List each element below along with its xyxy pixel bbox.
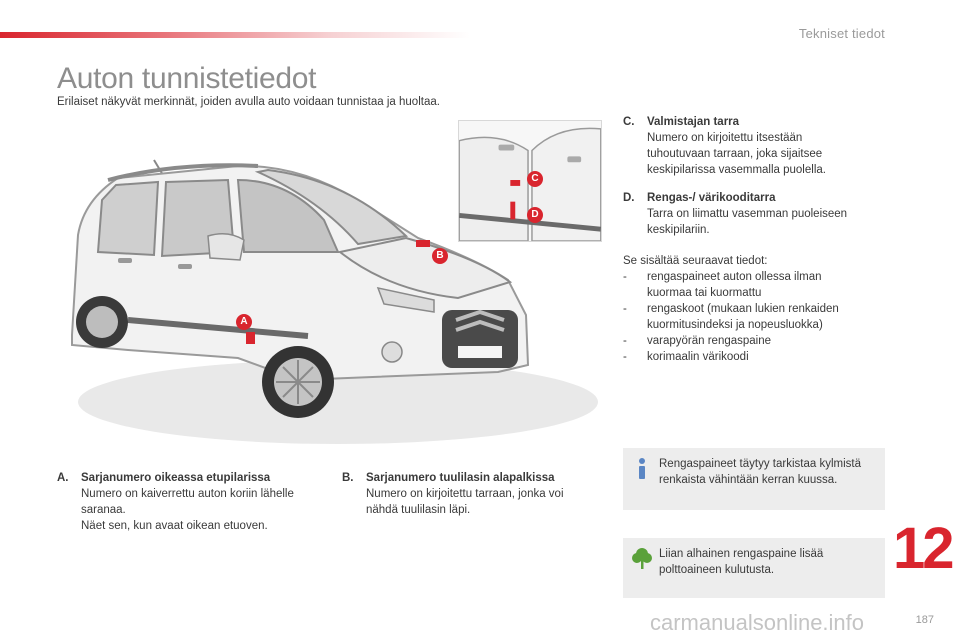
page-number: 187: [915, 614, 934, 626]
watermark: carmanualsonline.info: [650, 610, 865, 635]
leaf-icon: [631, 546, 653, 570]
marker-b: [416, 240, 430, 247]
item-a-body-line: Näet sen, kun avaat oikean etuoven.: [81, 520, 268, 532]
item-c-body-line: keskipilarissa vasemmalla puolella.: [647, 164, 826, 176]
item-a-body-line: saranaa.: [81, 504, 126, 516]
item-d-heading: Rengas-/ värikooditarra: [647, 192, 776, 204]
info-list: [623, 269, 883, 365]
item-c-body-line: Numero on kirjoitettu itsestään: [647, 132, 803, 144]
list-item: - rengaskoot (mukaan lukien renkaiden kuormitusindeksi ja nopeusluokka): [623, 303, 839, 331]
tire-pressure-note: [623, 448, 885, 510]
marker-a: [246, 332, 255, 344]
item-d-body-line: keskipilariin.: [647, 224, 710, 236]
item-a-letter: A.: [57, 472, 69, 484]
fuel-consumption-note: [623, 538, 885, 598]
note-line: renkaista vähintään kerran kuussa.: [659, 474, 838, 486]
callout-a-badge: A: [236, 314, 252, 330]
callout-c-badge: C: [527, 171, 543, 187]
item-b-body-line: Numero on kirjoitettu tarraan, jonka voi: [366, 488, 564, 500]
item-d: [623, 190, 883, 238]
chapter-number: 12: [893, 516, 952, 581]
item-a-body-line: Numero on kaiverrettu auton koriin lähelle: [81, 488, 294, 500]
item-b: [342, 470, 592, 518]
item-b-body-line: nähdä tuulilasin läpi.: [366, 504, 471, 516]
info-icon: [631, 456, 653, 480]
callout-b-badge: B: [432, 248, 448, 264]
item-c: [623, 114, 883, 178]
list-item: - varapyörän rengaspaine: [623, 335, 772, 347]
item-d-body-line: Tarra on liimattu vasemman puoleiseen: [647, 208, 848, 220]
section-title: Tekniset tiedot: [798, 26, 885, 41]
item-b-letter: B.: [342, 472, 354, 484]
item-c-letter: C.: [623, 116, 635, 128]
marker-d: [510, 202, 515, 220]
item-a: [57, 470, 327, 534]
note-line: Rengaspaineet täytyy tarkistaa kylmistä: [659, 458, 861, 470]
note-line: polttoaineen kulutusta.: [659, 564, 775, 576]
note-line: Liian alhainen rengaspaine lisää: [659, 548, 824, 560]
page-intro: Erilaiset näkyvät merkinnät, joiden avulla auto voidaan tunnistaa ja huoltaa.: [57, 96, 440, 108]
page-title: Auton tunnistetiedot: [57, 62, 317, 95]
tire-label-info: [623, 253, 883, 365]
header-accent-bar: [0, 32, 470, 38]
info-intro: Se sisältää seuraavat tiedot:: [623, 255, 768, 267]
callout-d-badge: D: [527, 207, 543, 223]
item-d-letter: D.: [623, 192, 635, 204]
item-a-heading: Sarjanumero oikeassa etupilarissa: [81, 472, 271, 484]
item-b-heading: Sarjanumero tuulilasin alapalkissa: [366, 472, 555, 484]
list-item: - korimaalin värikoodi: [623, 351, 749, 363]
item-c-heading: Valmistajan tarra: [647, 116, 740, 128]
list-item: - rengaspaineet auton ollessa ilman kuormaa tai kuormattu: [623, 271, 822, 299]
item-c-body-line: tuhoutuvaan tarraan, joka sijaitsee: [647, 148, 823, 160]
marker-c: [510, 180, 520, 186]
